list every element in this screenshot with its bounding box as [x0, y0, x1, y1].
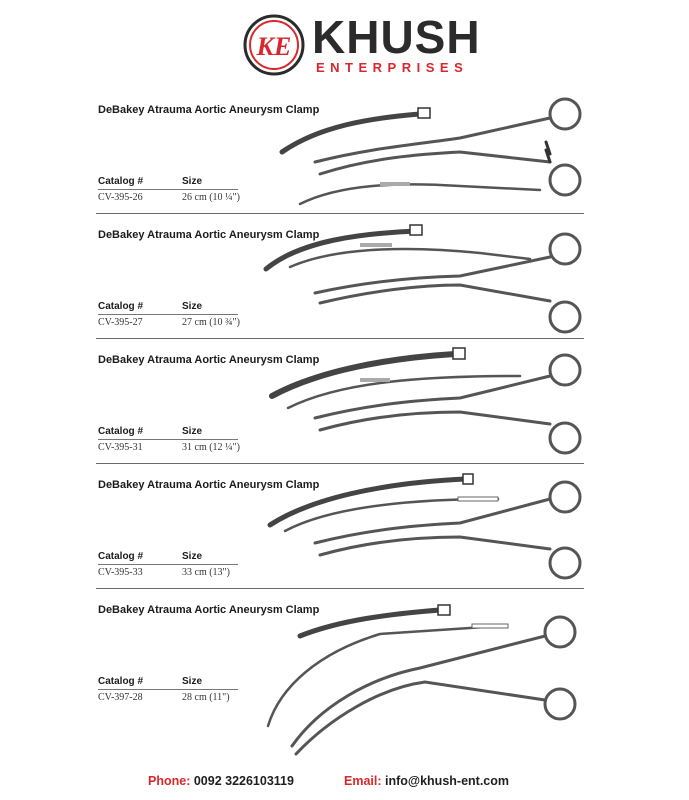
size-value: 26 cm (10 ¼"): [182, 192, 240, 203]
size-header: Size: [182, 176, 203, 187]
header-rule: [98, 189, 238, 190]
product-block: [0, 471, 689, 596]
size-value: 33 cm (13"): [182, 567, 230, 578]
product-title: DeBakey Atrauma Aortic Aneurysm Clamp: [98, 479, 320, 491]
clamp-illustration-icon: [260, 221, 600, 336]
catalog-header: Catalog #: [98, 301, 144, 312]
catalog-header: Catalog #: [98, 176, 144, 187]
product-title: DeBakey Atrauma Aortic Aneurysm Clamp: [98, 104, 320, 116]
section-divider: [96, 338, 584, 339]
product-title: DeBakey Atrauma Aortic Aneurysm Clamp: [98, 229, 320, 241]
size-header: Size: [182, 551, 203, 562]
size-value: 31 cm (12 ¼"): [182, 442, 240, 453]
product-block: [0, 596, 689, 766]
catalog-number: CV-395-26: [98, 192, 143, 203]
brand-name: KHUSH: [312, 11, 481, 63]
size-header: Size: [182, 676, 203, 687]
brand-subtitle: ENTERPRISES: [316, 60, 469, 75]
catalog-header: Catalog #: [98, 551, 144, 562]
catalog-number: CV-397-28: [98, 692, 143, 703]
brand-logo-icon: [243, 14, 305, 76]
email-label: Email:: [344, 774, 382, 788]
product-block: [0, 96, 689, 221]
product-title: DeBakey Atrauma Aortic Aneurysm Clamp: [98, 354, 320, 366]
size-value: 28 cm (11"): [182, 692, 230, 703]
size-header: Size: [182, 426, 203, 437]
phone-label: Phone:: [148, 774, 191, 788]
section-divider: [96, 463, 584, 464]
clamp-illustration-icon: [260, 596, 600, 756]
catalog-header: Catalog #: [98, 426, 144, 437]
size-value: 27 cm (10 ¾"): [182, 317, 240, 328]
header: [0, 0, 689, 90]
section-divider: [96, 588, 584, 589]
product-block: [0, 221, 689, 346]
header-rule: [98, 314, 238, 315]
section-divider: [96, 213, 584, 214]
phone-number[interactable]: 0092 3226103119: [193, 774, 294, 788]
logo-mark-text: KE: [256, 32, 292, 61]
catalog-number: CV-395-27: [98, 317, 143, 328]
product-block: [0, 346, 689, 471]
catalog-number: CV-395-33: [98, 567, 143, 578]
footer-contact: [0, 774, 689, 794]
clamp-illustration-icon: [260, 96, 600, 211]
header-rule: [98, 689, 238, 690]
header-rule: [98, 439, 238, 440]
header-rule: [98, 564, 238, 565]
email-address[interactable]: info@khush-ent.com: [385, 774, 509, 788]
catalog-header: Catalog #: [98, 676, 144, 687]
product-title: DeBakey Atrauma Aortic Aneurysm Clamp: [98, 604, 320, 616]
catalog-number: CV-395-31: [98, 442, 143, 453]
phone-info: [148, 774, 294, 788]
email-info: [344, 774, 509, 788]
size-header: Size: [182, 301, 203, 312]
clamp-illustration-icon: [260, 346, 600, 461]
clamp-illustration-icon: [260, 471, 600, 586]
